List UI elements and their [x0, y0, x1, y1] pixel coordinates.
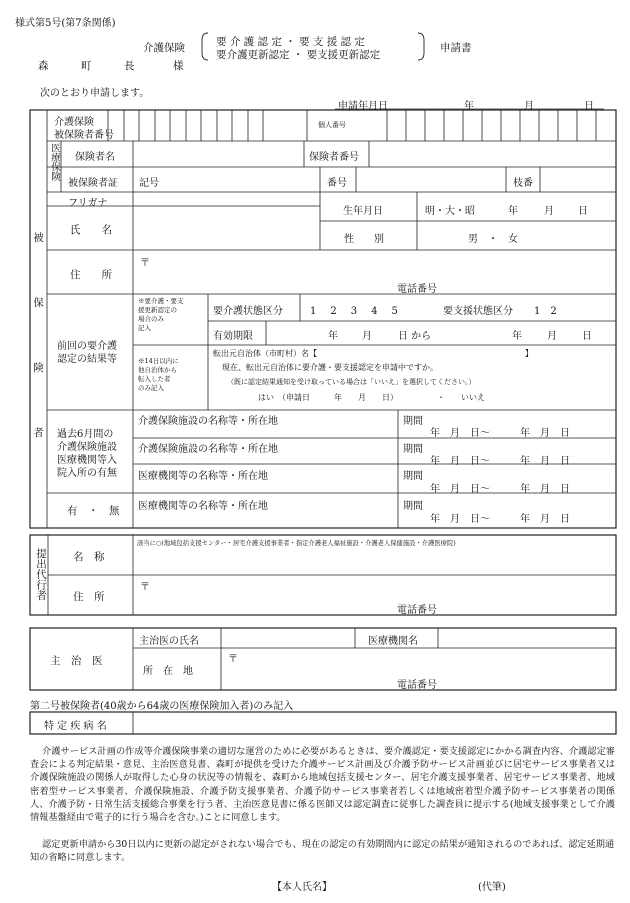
transfer-note-2: 他自治体から	[138, 366, 177, 374]
birth-era-options[interactable]: 明・大・昭	[425, 206, 475, 217]
doctor-label: 主 治 医	[50, 655, 103, 667]
insurance-label: 介護保険	[143, 42, 185, 54]
agent-address-field[interactable]	[150, 577, 610, 599]
agent-phone-label: 電話番号	[397, 605, 437, 616]
application-label: 申請書	[440, 42, 472, 54]
facility-row-3-range: 年 月 日〜 年 月 日	[430, 484, 570, 495]
personal-number-label: 個人番号	[318, 121, 346, 129]
care-level-label: 要介護状態区分	[213, 306, 283, 317]
agent-type-note[interactable]: 該当に○(地域包括支援センター・居宅介護支援事業者・指定介護老人福祉施設・介護老人保健施設・介護医療院)	[137, 540, 456, 547]
valid-from-month: 月	[362, 331, 372, 342]
form-number: 様式第5号(第7条関係)	[15, 18, 116, 29]
facility-row-2-range: 年 月 日〜 年 月 日	[430, 456, 570, 467]
doctor-name-label: 主治医の氏名	[139, 636, 199, 647]
transfer-origin-field[interactable]	[340, 347, 520, 358]
insurer-number-label: 保険者番号	[309, 152, 359, 163]
date-year: 年	[464, 101, 474, 112]
insured-card-label: 被保険者証	[68, 178, 118, 189]
transfer-note: （既に認定結果通知を受け取っている場合は「いいえ」を選択してください。）	[227, 378, 476, 386]
support-level-options[interactable]: 1 2	[534, 306, 557, 317]
bangou-field[interactable]	[357, 168, 504, 191]
insured-number-field[interactable]	[109, 111, 261, 140]
transfer-note-3: 転入した者	[138, 375, 171, 383]
facility-row-3-period: 期間	[403, 471, 423, 482]
medical-institution-field[interactable]	[439, 629, 614, 647]
signature-field[interactable]	[335, 876, 465, 890]
transfer-origin-close: 】	[525, 349, 533, 358]
application-year-field[interactable]	[400, 96, 460, 108]
valid-to-month: 月	[547, 331, 557, 342]
deferral-consent-paragraph: 認定更新申請から30日以内に更新の認定がされない場合でも、現在の認定の有効期間内に認定の結果が通知されるのであれば、認定延期通知の省略に同意します。	[30, 839, 615, 864]
renewal-note-4: 記入	[138, 324, 151, 332]
sex-label: 性 別	[344, 234, 384, 245]
specific-disease-label: 特 定 疾 病 名	[44, 721, 107, 732]
valid-from-year: 年	[328, 331, 338, 342]
agent-address-label: 住 所	[73, 591, 105, 603]
doctor-name-field[interactable]	[222, 629, 353, 647]
agent-name-label: 名 称	[73, 551, 105, 563]
facility-label-3: 医療機関等入	[57, 455, 117, 466]
facility-row-2-label: 介護保険施設の名称等・所在地	[138, 444, 278, 455]
facility-row-1-period: 期間	[403, 416, 423, 427]
edaban-field[interactable]	[541, 168, 615, 191]
birth-year-label: 年	[508, 206, 518, 217]
proxy-label: (代筆)	[478, 882, 506, 893]
facility-row-2-period: 期間	[403, 444, 423, 455]
facility-row-3-label: 医療機関等の名称等・所在地	[138, 471, 268, 482]
insured-person-label: 被 保 険 者	[32, 232, 44, 460]
facility-row-1-label: 介護保険施設の名称等・所在地	[138, 416, 278, 427]
insurer-name-label: 保険者名	[75, 152, 115, 163]
doctor-postal-mark: 〒	[228, 654, 238, 665]
name-label: 氏 名	[70, 224, 112, 236]
facility-row-4-label: 医療機関等の名称等・所在地	[138, 501, 268, 512]
insured-number-label-1: 介護保険	[54, 117, 94, 128]
doctor-location-label: 所 在 地	[143, 666, 193, 677]
transfer-note-1: ※14日以内に	[138, 357, 179, 365]
agent-postal-mark: 〒	[140, 582, 150, 593]
facility-row-4-range: 年 月 日〜 年 月 日	[430, 514, 570, 525]
date-day: 日	[584, 101, 594, 112]
application-type-renewal[interactable]: 要介護更新認定 ・ 要支援更新認定	[216, 49, 381, 61]
bangou-label: 番号	[327, 178, 347, 189]
agent-label: 提出代行者	[35, 548, 47, 601]
specific-disease-field[interactable]	[134, 713, 614, 733]
transfer-no-option[interactable]: ・ いいえ	[437, 393, 485, 402]
personal-number-field[interactable]	[388, 111, 615, 140]
kigou-label: 記号	[139, 178, 159, 189]
previous-result-label-1: 前回の要介護	[57, 341, 117, 352]
furigana-field[interactable]	[134, 193, 318, 205]
renewal-note-1: ※要介護・要支	[138, 297, 184, 305]
edaban-label: 枝番	[513, 178, 533, 189]
insurer-number-field[interactable]	[370, 142, 615, 166]
facility-label-4: 院入所の有無	[57, 468, 117, 479]
renewal-note-3: 場合のみ	[138, 315, 164, 323]
birth-month-label: 月	[544, 206, 554, 217]
transfer-origin-label: 転出元自治体（市町村）名【	[213, 349, 317, 358]
renewal-note-2: 援更新認定の	[138, 306, 177, 314]
facility-presence-options[interactable]: 有 ・ 無	[67, 505, 120, 517]
facility-label-1: 過去6月間の	[57, 429, 114, 440]
address-label: 住 所	[70, 269, 112, 281]
facility-row-1-range: 年 月 日〜 年 月 日	[430, 428, 570, 439]
application-type-certification[interactable]: 要 介 護 認 定 ・ 要 支 援 認 定	[216, 36, 365, 48]
consent-paragraph: 介護サービス計画の作成等介護保険事業の適切な運営のために必要があるときは、要介護認定・要支援認定にかかる調査内容、介護認定審査会による判定結果・意見、主治医意見書、森町が提供を受けた介護サービス計画及び介護予防サービス計画並びに居宅サービス事業者又は介護保険施設の関係人が取得した心身の状況等の情報を、森町から地域包括支援センター、居宅介護支援事業者、居宅サービス事業者、地域密着型サービス事業者、介護保険施設、介護予防支援事業者、介護予防サービス事業者若しくは地域密着型介護予防サービス事業者の関係人、介護予防・日常生活支援総合事業を行う者、主治医意見書に係る医師又は認定調査に従事した調査員に提示する(地域支援事業として介護情報基盤経由で電子的に行う場合を含む。)ことに同意します。	[30, 746, 615, 824]
agent-name-field[interactable]	[134, 548, 614, 573]
secondary-insured-note: 第二号被保険者(40歳から64歳の医療保険加入者)のみ記入	[30, 701, 294, 712]
medical-institution-label: 医療機関名	[368, 636, 418, 647]
intro-text: 次のとおり申請します。	[40, 88, 150, 99]
transfer-yes-option[interactable]: はい （申請日 年 月 日）	[258, 393, 398, 402]
address-postal-mark: 〒	[140, 258, 150, 269]
facility-label-2: 介護保険施設	[57, 442, 117, 453]
addressee-title: 様	[173, 60, 184, 72]
insured-number-label-2: 被保険者番号	[54, 130, 114, 141]
insurer-name-field[interactable]	[134, 142, 302, 166]
furigana-label: フリガナ	[68, 198, 108, 209]
birth-date-label: 生年月日	[343, 206, 383, 217]
valid-period-label: 有効期限	[213, 331, 253, 342]
sex-options[interactable]: 男 ・ 女	[468, 234, 518, 245]
valid-from-day: 日 から	[398, 331, 432, 342]
support-level-label: 要支援状態区分	[443, 306, 513, 317]
facility-row-4-period: 期間	[403, 501, 423, 512]
name-field[interactable]	[134, 207, 318, 249]
signature-label: 【本人氏名】	[272, 882, 332, 893]
medical-insurance-label: 医療保険	[49, 143, 60, 181]
transfer-question: 現在、転出元自治体に要介護・要支援認定を申請中ですか。	[222, 363, 438, 372]
transfer-note-4: のみ記入	[138, 384, 164, 392]
doctor-phone-label: 電話番号	[397, 680, 437, 691]
address-field[interactable]	[150, 252, 610, 276]
addressee-town: 森 町 長	[38, 60, 146, 72]
valid-to-day: 日	[582, 331, 592, 342]
care-level-options[interactable]: 1 2 3 4 5	[310, 306, 400, 317]
application-date-label: 申請年月日	[338, 101, 388, 112]
valid-to-year: 年	[512, 331, 522, 342]
doctor-address-field[interactable]	[238, 650, 610, 674]
birth-day-label: 日	[578, 206, 588, 217]
previous-result-label-2: 認定の結果等	[57, 354, 117, 365]
address-phone-label: 電話番号	[397, 284, 437, 295]
kigou-field[interactable]	[160, 168, 318, 191]
date-month: 月	[524, 101, 534, 112]
